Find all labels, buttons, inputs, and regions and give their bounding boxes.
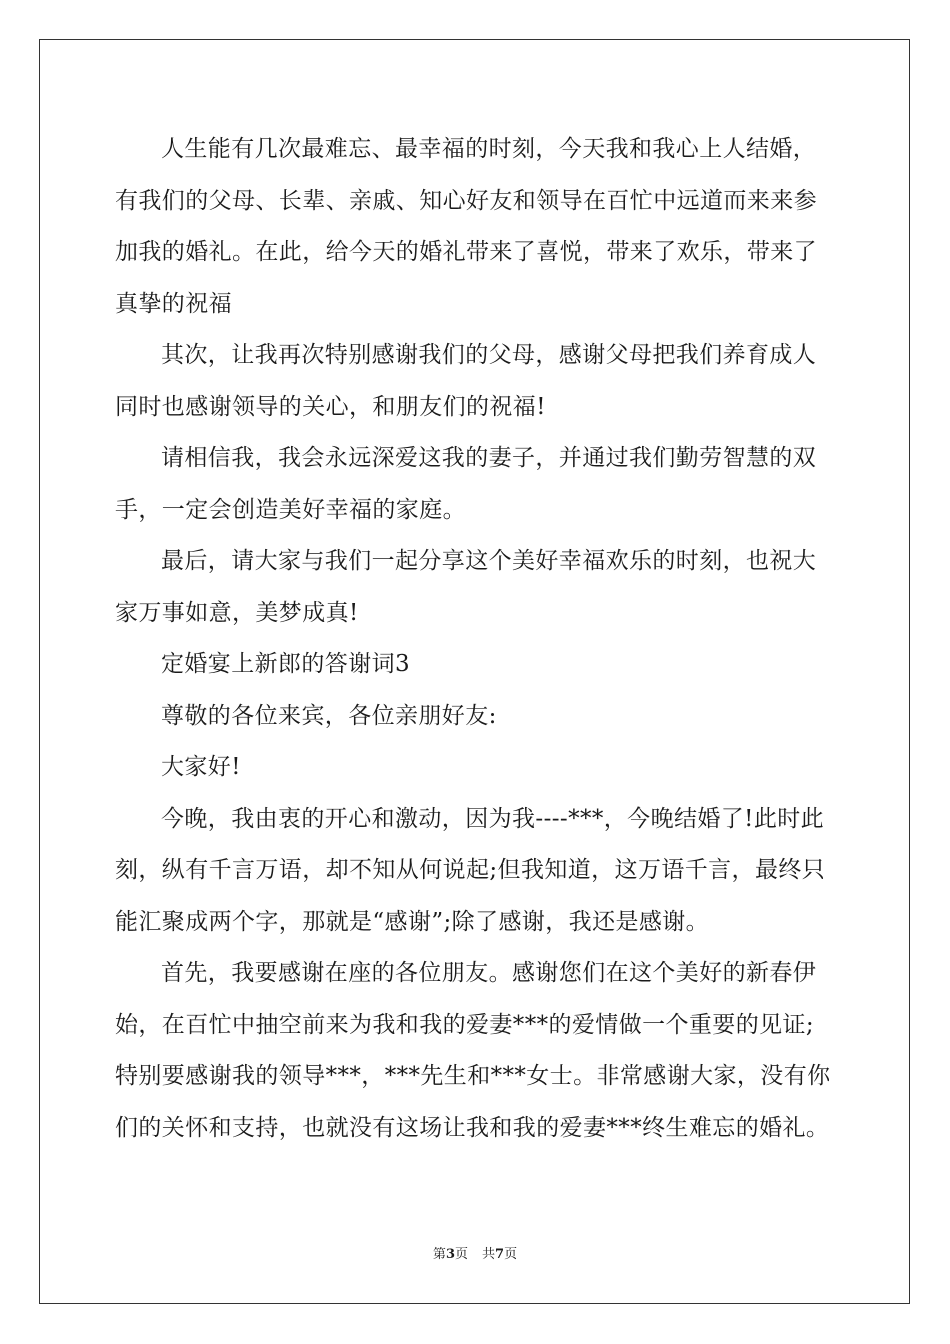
paragraph: 其次，让我再次特别感谢我们的父母，感谢父母把我们养育成人同时也感谢领导的关心，和朋友们的祝福! [115,342,817,420]
page-footer [0,1246,950,1264]
paragraph: 今晚，我由衷的开心和激动，因为我----***，今晚结婚了!此时此刻，纵有千言万语，却不知从何说起;但我知道，这万语千言，最终只能汇聚成两个字，那就是“感谢”;除了感谢，我还是感谢。 [115,805,826,935]
total-suffix: 页 [504,1247,518,1262]
salutation: 尊敬的各位来宾，各位亲朋好友: [161,702,497,729]
paragraph: 人生能有几次最难忘、最幸福的时刻，今天我和我心上人结婚，有我们的父母、长辈、亲戚、知心好友和领导在百忙中远道而来来参加我的婚礼。在此，给今天的婚礼带来了喜悦，带来了欢乐，带来了真挚的祝福 [115,136,817,317]
document-body [115,124,837,1154]
page-prefix: 第 [432,1247,446,1262]
page-suffix: 页 [454,1247,468,1262]
section-heading: 定婚宴上新郎的答谢词3 [161,651,411,677]
total-page-count: 7 [495,1247,505,1262]
greeting: 大家好! [161,754,241,780]
paragraph: 请相信我，我会永远深爱这我的妻子，并通过我们勤劳智慧的双手，一定会创造美好幸福的家庭。 [115,445,817,523]
current-page-number: 3 [445,1247,455,1262]
paragraph: 首先，我要感谢在座的各位朋友。感谢您们在这个美好的新春伊始，在百忙中抽空前来为我和我的爱妻***的爱情做一个重要的见证;特别要感谢我的领导***，***先生和***女士。非常感谢大家，没有你们的关怀和支持，也就没有这场让我和我的爱妻***终生难忘的婚礼。 [115,960,831,1141]
total-prefix: 共 [482,1247,496,1262]
paragraph: 最后，请大家与我们一起分享这个美好幸福欢乐的时刻，也祝大家万事如意，美梦成真! [115,548,817,626]
